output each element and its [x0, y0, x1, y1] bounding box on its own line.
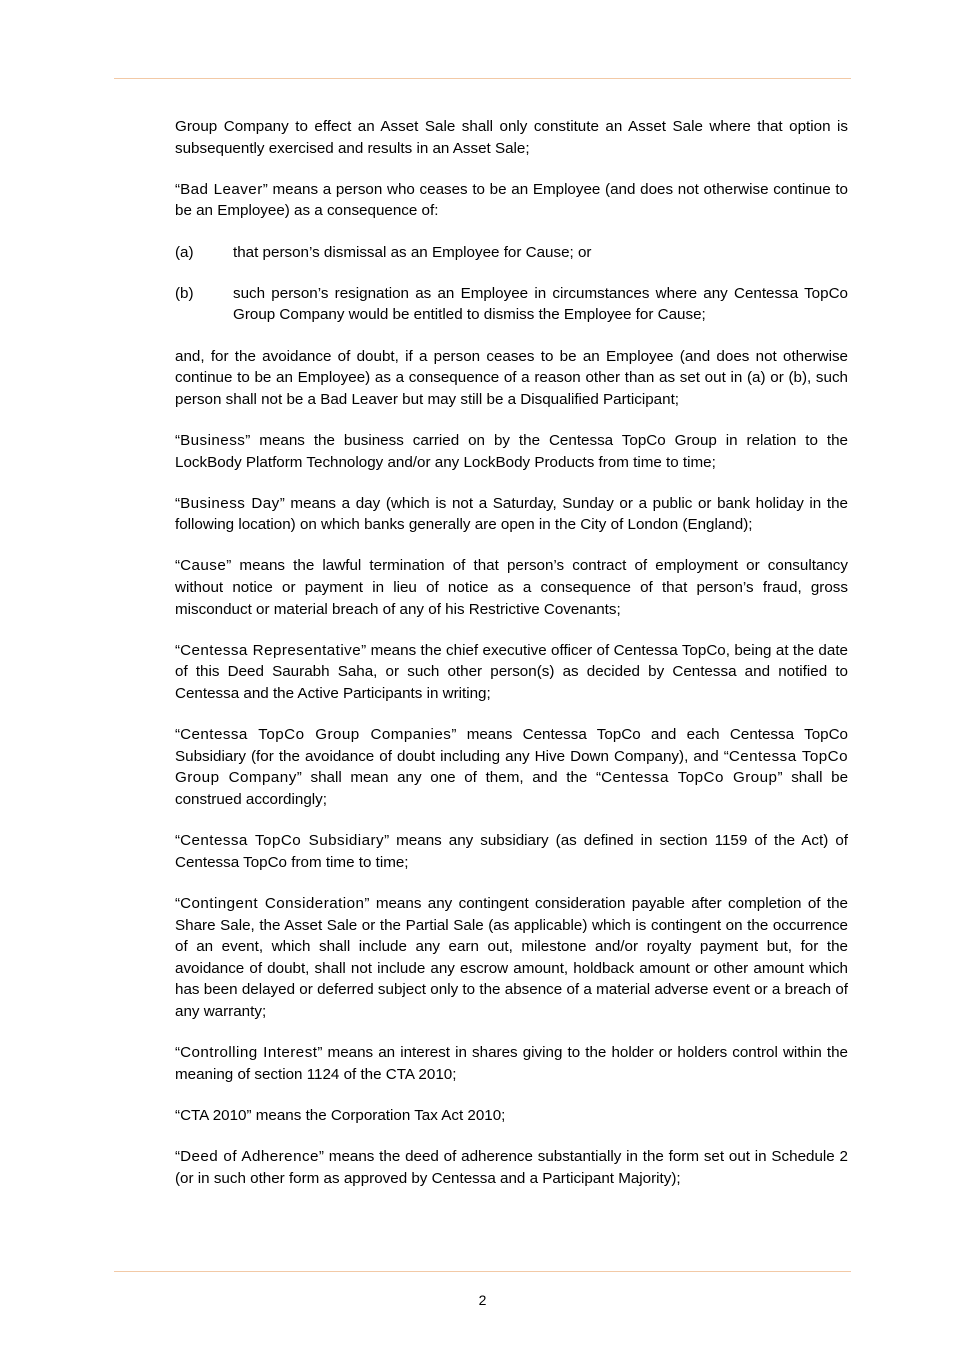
definition-deed-of-adherence: “Deed of Adherence” means the deed of adherence substantially in the form set out in Schedule 2 (or in such other form as approved by Centessa and a Participant Majority);	[175, 1148, 849, 1187]
defined-term: Bad Leaver	[180, 180, 263, 198]
list-label: (b)	[175, 284, 194, 302]
defined-term: Deed of Adherence	[180, 1148, 319, 1166]
defined-term: Centessa TopCo Group Company	[175, 747, 848, 787]
header-rule	[114, 78, 851, 79]
definition-cta-2010: “CTA 2010” means the Corporation Tax Act 2010;	[175, 1106, 506, 1124]
document-body	[175, 116, 848, 1209]
defined-term: Business Day	[180, 494, 280, 512]
defined-term: Controlling Interest	[180, 1044, 318, 1062]
definition-controlling-interest: “Controlling Interest” means an interest in shares giving to the holder or holders control within the meaning of section 1124 of the CTA 2010;	[175, 1044, 848, 1083]
list-label: (a)	[175, 243, 194, 261]
definition-centessa-topco-group-companies: “Centessa TopCo Group Companies” means Centessa TopCo and each Centessa TopCo Subsidiary (for the avoidance of doubt including any Hive Down Company), and “Centessa TopCo Group Company” shall mean any one of them, and the “Centessa TopCo Group” shall be construed accordingly;	[175, 726, 849, 808]
definition-bad-leaver: “Bad Leaver” means a person who ceases to be an Employee (and does not otherwise continue to be an Employee) as a consequence of:	[175, 180, 849, 220]
definition-centessa-topco-subsidiary: “Centessa TopCo Subsidiary” means any subsidiary (as defined in section 1159 of the Act) of Centessa TopCo from time to time;	[175, 832, 848, 871]
definition-contingent-consideration: “Contingent Consideration” means any contingent consideration payable after completion of the Share Sale, the Asset Sale or the Partial Sale (as applicable) which is contingent on the occurrence of an event, which shall include any earn out, milestone and/or royalty payment but, for the avoidance of doubt, shall not include any escrow amount, holdback amount or other amount which has been delayed or deferred subject only to the absence of a material adverse event or a breach of any warranty;	[175, 894, 848, 1020]
defined-term: Centessa Representative	[180, 641, 362, 659]
definition-business: “Business” means the business carried on by the Centessa TopCo Group in relation to the LockBody Platform Technology and/or any LockBody Products from time to time;	[175, 431, 848, 471]
defined-term: Centessa TopCo Group Companies	[180, 726, 452, 744]
defined-term: Centessa TopCo Group	[601, 769, 778, 787]
definition-business-day: “Business Day” means a day (which is not a Saturday, Sunday or a public or bank holiday in the following location) on which banks generally are open in the City of London (England);	[175, 494, 848, 534]
footer-rule	[114, 1271, 851, 1272]
defined-term: Contingent Consideration	[180, 894, 365, 912]
list-item-a: (a) that person’s dismissal as an Employee for Cause; or	[175, 242, 848, 264]
paragraph-asset-sale-continuation: Group Company to effect an Asset Sale shall only constitute an Asset Sale where that option is subsequently exercised and results in an Asset Sale;	[175, 118, 848, 157]
defined-term: Centessa TopCo Subsidiary	[180, 832, 385, 850]
defined-term: CTA 2010	[180, 1106, 247, 1124]
paragraph-bad-leaver-clarification: and, for the avoidance of doubt, if a person ceases to be an Employee (and does not otherwise continue to be an Employee) as a consequence of a reason other than as set out in (a) or (b), such person shall not be a Bad Leaver but may still be a Disqualified Participant;	[175, 347, 848, 408]
list-item-b: (b) such person’s resignation as an Employee in circumstances where any Centessa TopCo Group Company would be entitled to dismiss the Employee for Cause;	[175, 284, 848, 324]
page-number: 2	[478, 1292, 487, 1308]
defined-term: Business	[180, 431, 246, 449]
definition-cause: “Cause” means the lawful termination of that person’s contract of employment or consultancy without notice or payment in lieu of notice as a consequence of that person’s fraud, gross misconduct or material breach of any of his Restrictive Covenants;	[175, 557, 848, 618]
definition-centessa-representative: “Centessa Representative” means the chief executive officer of Centessa TopCo, being at the date of this Deed Saurabh Saha, or such other person(s) as decided by Centessa and notified to Centessa and the Active Participants in writing;	[175, 641, 848, 703]
defined-term: Cause	[180, 557, 227, 575]
